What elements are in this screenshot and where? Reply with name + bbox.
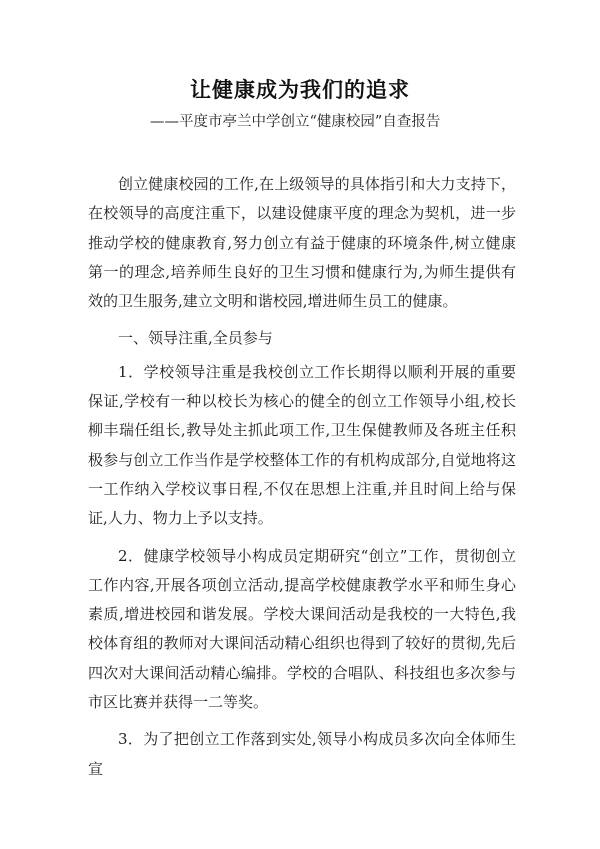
document-title: 让健康成为我们的追求	[190, 77, 410, 102]
document-subtitle: ——平度市亭兰中学创立“健康校园”自查报告	[150, 114, 441, 130]
paragraph-item-2: 2．健康学校领导小构成员定期研究“创立”工作，贯彻创立工作内容,开展各项创立活动,提高学校健康教学水平和师生身心素质,增进校园和谐发展。学校大课间活动是我校的一大特色,我校体育组的教师对大课间活动精心组织也得到了较好的贯彻,先后四次对大课间活动精心编排。学校的合唱队、科技组也多次参与市区比赛并获得一二等奖。	[88, 546, 516, 712]
paragraph-item-1: 1．学校领导注重是我校创立工作长期得以顺利开展的重要保证,学校有一种以校长为核心的健全的创立工作领导小组,校长柳丰瑞任组长,教导处主抓此项工作,卫生保健教师及各班主任积极参与创立工作当作是学校整体工作的有机构成部分,自觉地将这一工作纳入学校议事日程,不仅在思想上注重,并且时间上给与保证,人力、物力上予以支持。	[88, 362, 516, 528]
section-heading-1: 一、领导注重,全员参与	[118, 329, 273, 348]
document-body	[88, 170, 516, 792]
paragraph-item-3: 3．为了把创立工作落到实处,领导小构成员多次向全体师生宣	[88, 730, 516, 778]
paragraph-intro: 创立健康校园的工作,在上级领导的具体指引和大力支持下，在校领导的高度注重下，以建设健康平度的理念为契机，进一步推动学校的健康教育,努力创立有益于健康的环境条件,树立健康第一的理念,培养师生良好的卫生习惯和健康行为,为师生提供有效的卫生服务,建立文明和谐校园,增进师生员工的健康。	[88, 175, 516, 311]
